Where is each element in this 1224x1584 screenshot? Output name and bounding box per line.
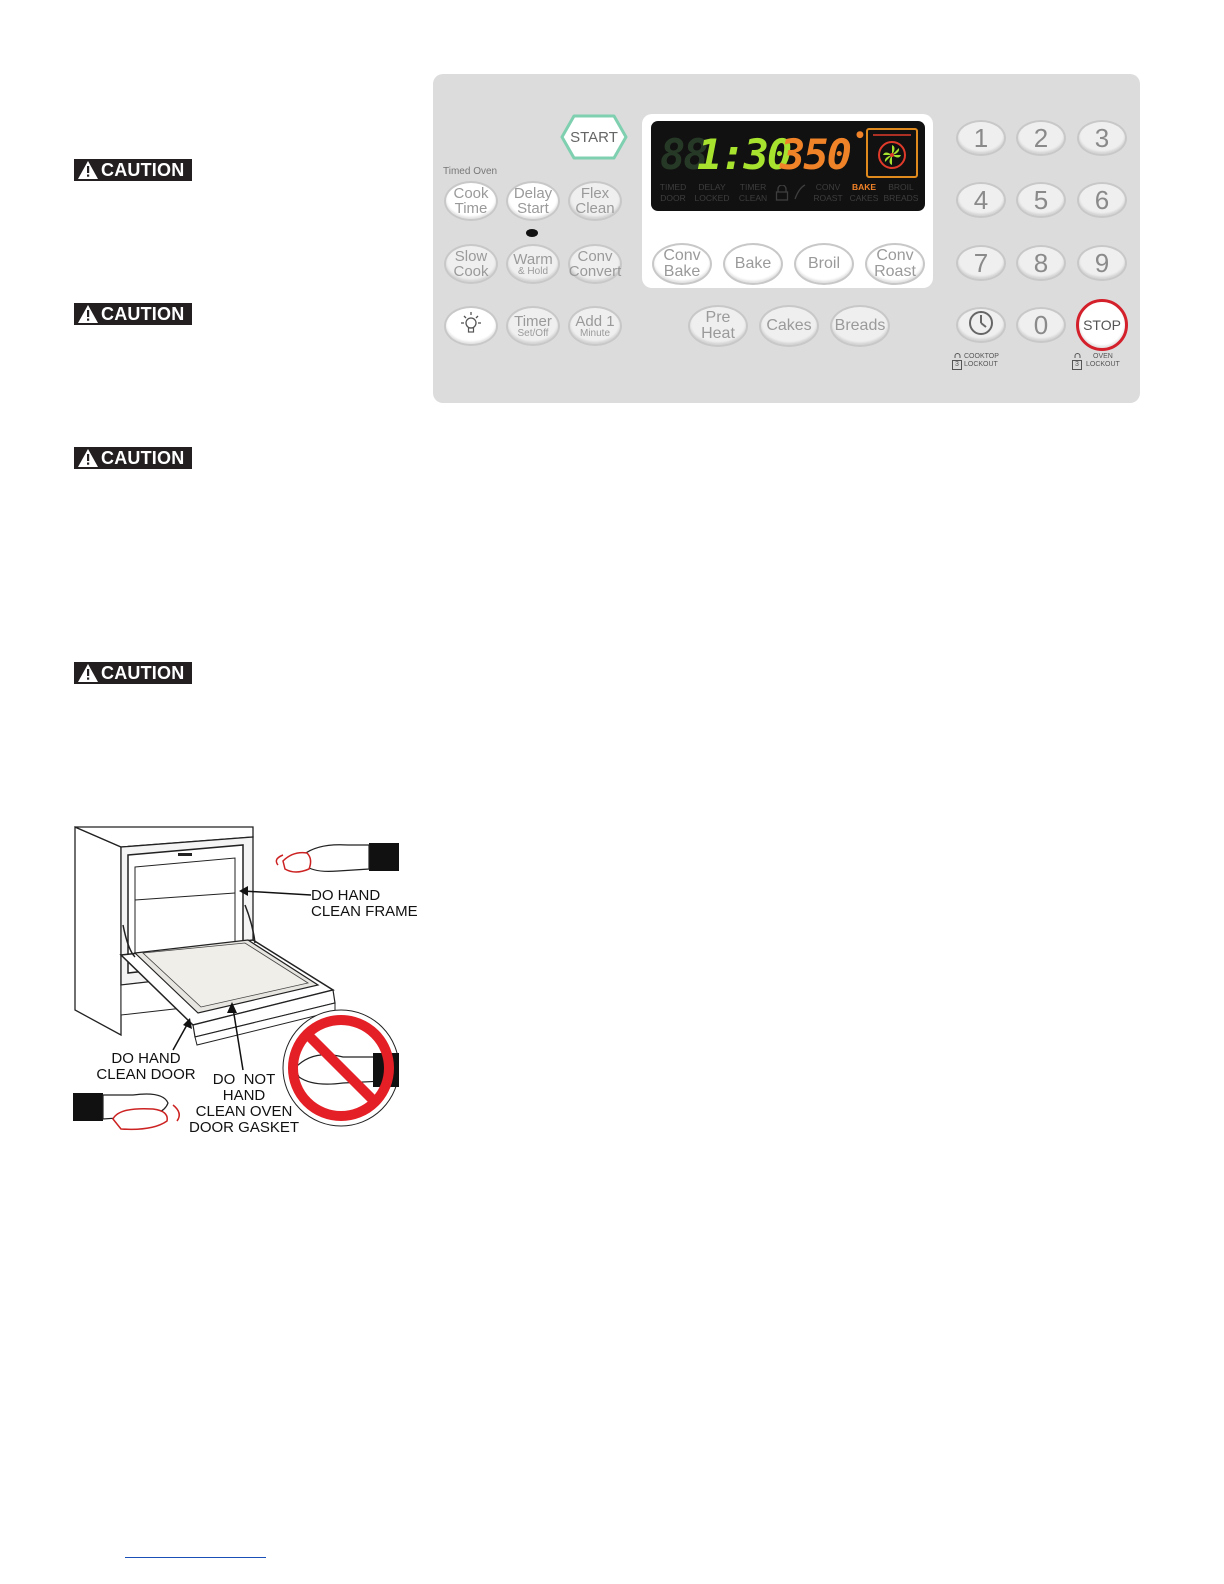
degree-icon: ● — [856, 130, 864, 140]
display-label-text: DELAY — [698, 182, 726, 192]
convection-fan-icon — [866, 128, 918, 178]
lock-icon — [775, 185, 789, 205]
display-label-text: CONV — [815, 182, 841, 192]
button-label: Timer — [514, 312, 552, 330]
button-label: Conv — [577, 248, 613, 265]
caution-badge — [74, 159, 192, 181]
caption-line: DO NOT — [212, 1071, 276, 1088]
key-2[interactable] — [1016, 120, 1066, 156]
indicator-light — [526, 229, 538, 237]
timer-button[interactable] — [506, 306, 560, 346]
button-label: & Hold — [517, 265, 548, 277]
button-label: Warm — [513, 250, 553, 268]
lockout-line: OVEN — [1093, 353, 1113, 360]
lockout-line: LOCKOUT — [964, 361, 998, 368]
start-button[interactable] — [560, 114, 628, 160]
broil-button[interactable] — [794, 243, 854, 285]
delay-start-button[interactable] — [506, 181, 560, 221]
cakes-button[interactable] — [759, 305, 819, 347]
frame-caption — [311, 888, 418, 920]
key-label: 7 — [973, 248, 989, 278]
caution-badge — [74, 447, 192, 469]
button-label: Roast — [874, 263, 916, 280]
start-label: START — [570, 128, 618, 146]
caption-line: DO HAND — [111, 1050, 181, 1067]
display-label-text: BROIL — [888, 182, 914, 192]
display-label-timed — [655, 182, 691, 204]
display-label-broil — [882, 182, 920, 204]
button-label: Delay — [513, 185, 553, 202]
display-label-text: CAKES — [849, 193, 879, 203]
display-label-text: ROAST — [813, 193, 843, 203]
bake-button[interactable] — [723, 243, 783, 285]
timed-oven-label: Timed Oven — [443, 166, 498, 177]
key-label: 8 — [1033, 248, 1049, 278]
display-label-text: CLEAN — [738, 193, 768, 203]
button-label: Heat — [701, 325, 735, 342]
button-label: Conv — [876, 247, 914, 264]
light-button[interactable] — [444, 306, 498, 346]
caution-label: CAUTION — [101, 662, 185, 683]
display-dim-digits: 88 — [660, 130, 707, 179]
key-label: 3 — [1094, 123, 1110, 153]
button-label: Cook — [453, 185, 489, 202]
caution-label: CAUTION — [101, 303, 185, 324]
key-9[interactable] — [1077, 245, 1127, 281]
button-label: Breads — [834, 317, 886, 334]
stop-label: STOP — [1083, 317, 1121, 333]
light-bulb-icon — [458, 311, 484, 341]
clock-icon — [968, 310, 994, 340]
display-label-conv — [810, 182, 846, 204]
caption-line: CLEAN FRAME — [311, 903, 418, 920]
key-label: 2 — [1033, 123, 1049, 153]
button-label: Bake — [734, 255, 772, 272]
button-label: Set/Off — [517, 327, 549, 339]
display-label-text: TIMED — [659, 182, 687, 192]
display-label-text: BAKE — [851, 182, 877, 192]
flex-clean-button[interactable] — [568, 181, 622, 221]
display-label-delay — [692, 182, 732, 204]
button-label: Flex — [580, 185, 610, 202]
stop-button[interactable] — [1076, 299, 1128, 351]
caution-label: CAUTION — [101, 159, 185, 180]
lockout-line: COOKTOP — [964, 353, 999, 360]
display-label-timer — [734, 182, 772, 204]
conv-bake-button[interactable] — [652, 243, 712, 285]
button-label: Clean — [575, 200, 615, 217]
key-5[interactable] — [1016, 182, 1066, 218]
warm-hold-button[interactable] — [506, 244, 560, 284]
lockout-key-number: 3 — [1072, 360, 1082, 370]
button-label: Convert — [568, 263, 622, 280]
key-label: 5 — [1033, 185, 1049, 215]
breads-button[interactable] — [830, 305, 890, 347]
key-6[interactable] — [1077, 182, 1127, 218]
display-time: 1:30 — [697, 130, 791, 179]
warning-icon — [78, 449, 98, 467]
caption-line: HAND — [222, 1087, 266, 1104]
warning-icon — [78, 305, 98, 323]
conv-convert-button[interactable] — [568, 244, 622, 284]
caption-line: CLEAN OVEN — [195, 1103, 293, 1120]
key-1[interactable] — [956, 120, 1006, 156]
key-4[interactable] — [956, 182, 1006, 218]
slow-cook-button[interactable] — [444, 244, 498, 284]
caption-line: CLEAN DOOR — [96, 1066, 196, 1083]
key-8[interactable] — [1016, 245, 1066, 281]
key-label: 0 — [1033, 310, 1049, 340]
button-label: Broil — [807, 255, 840, 272]
key-0[interactable] — [1016, 307, 1066, 343]
preheat-button[interactable] — [688, 305, 748, 347]
button-label: Cook — [453, 263, 489, 280]
warning-icon — [78, 161, 98, 179]
caption-line: DOOR GASKET — [188, 1119, 300, 1136]
key-label: 1 — [973, 123, 989, 153]
key-label: 4 — [973, 185, 989, 215]
lockout-text — [964, 353, 999, 369]
cook-time-button[interactable] — [444, 181, 498, 221]
button-label: Cakes — [766, 317, 812, 334]
button-label: Minute — [579, 327, 610, 339]
lockout-text — [1086, 353, 1120, 369]
footer-link-underline[interactable] — [125, 1557, 266, 1558]
button-label: Pre — [705, 309, 731, 326]
display-label-text: TIMER — [739, 182, 767, 192]
button-label: Start — [517, 200, 549, 217]
display-label-text: LOCKED — [694, 193, 730, 203]
display-label-text: BREADS — [883, 193, 919, 203]
warning-icon — [78, 664, 98, 682]
clock-button[interactable] — [956, 307, 1006, 343]
key-label: 9 — [1094, 248, 1110, 278]
display-temperature: 350 — [780, 130, 850, 179]
lockout-line: LOCKOUT — [1086, 361, 1120, 368]
add-minute-button[interactable] — [568, 306, 622, 346]
oven-cleaning-illustration — [73, 825, 418, 1140]
display-label-text: DOOR — [660, 193, 686, 203]
caution-badge — [74, 303, 192, 325]
button-label: Bake — [663, 263, 701, 280]
caption-line: DO HAND — [311, 887, 381, 904]
gasket-caption — [183, 1072, 305, 1136]
key-3[interactable] — [1077, 120, 1127, 156]
caution-badge — [74, 662, 192, 684]
key-label: 6 — [1094, 185, 1110, 215]
caution-label: CAUTION — [101, 447, 185, 468]
conv-roast-button[interactable] — [865, 243, 925, 285]
probe-icon — [793, 184, 807, 204]
lockout-key-number: 3 — [952, 360, 962, 370]
button-label: Conv — [663, 247, 701, 264]
button-label: Add 1 — [575, 312, 615, 330]
button-label: Slow — [454, 248, 488, 265]
key-7[interactable] — [956, 245, 1006, 281]
display-label-bake — [846, 182, 882, 204]
button-label: Time — [454, 200, 488, 217]
